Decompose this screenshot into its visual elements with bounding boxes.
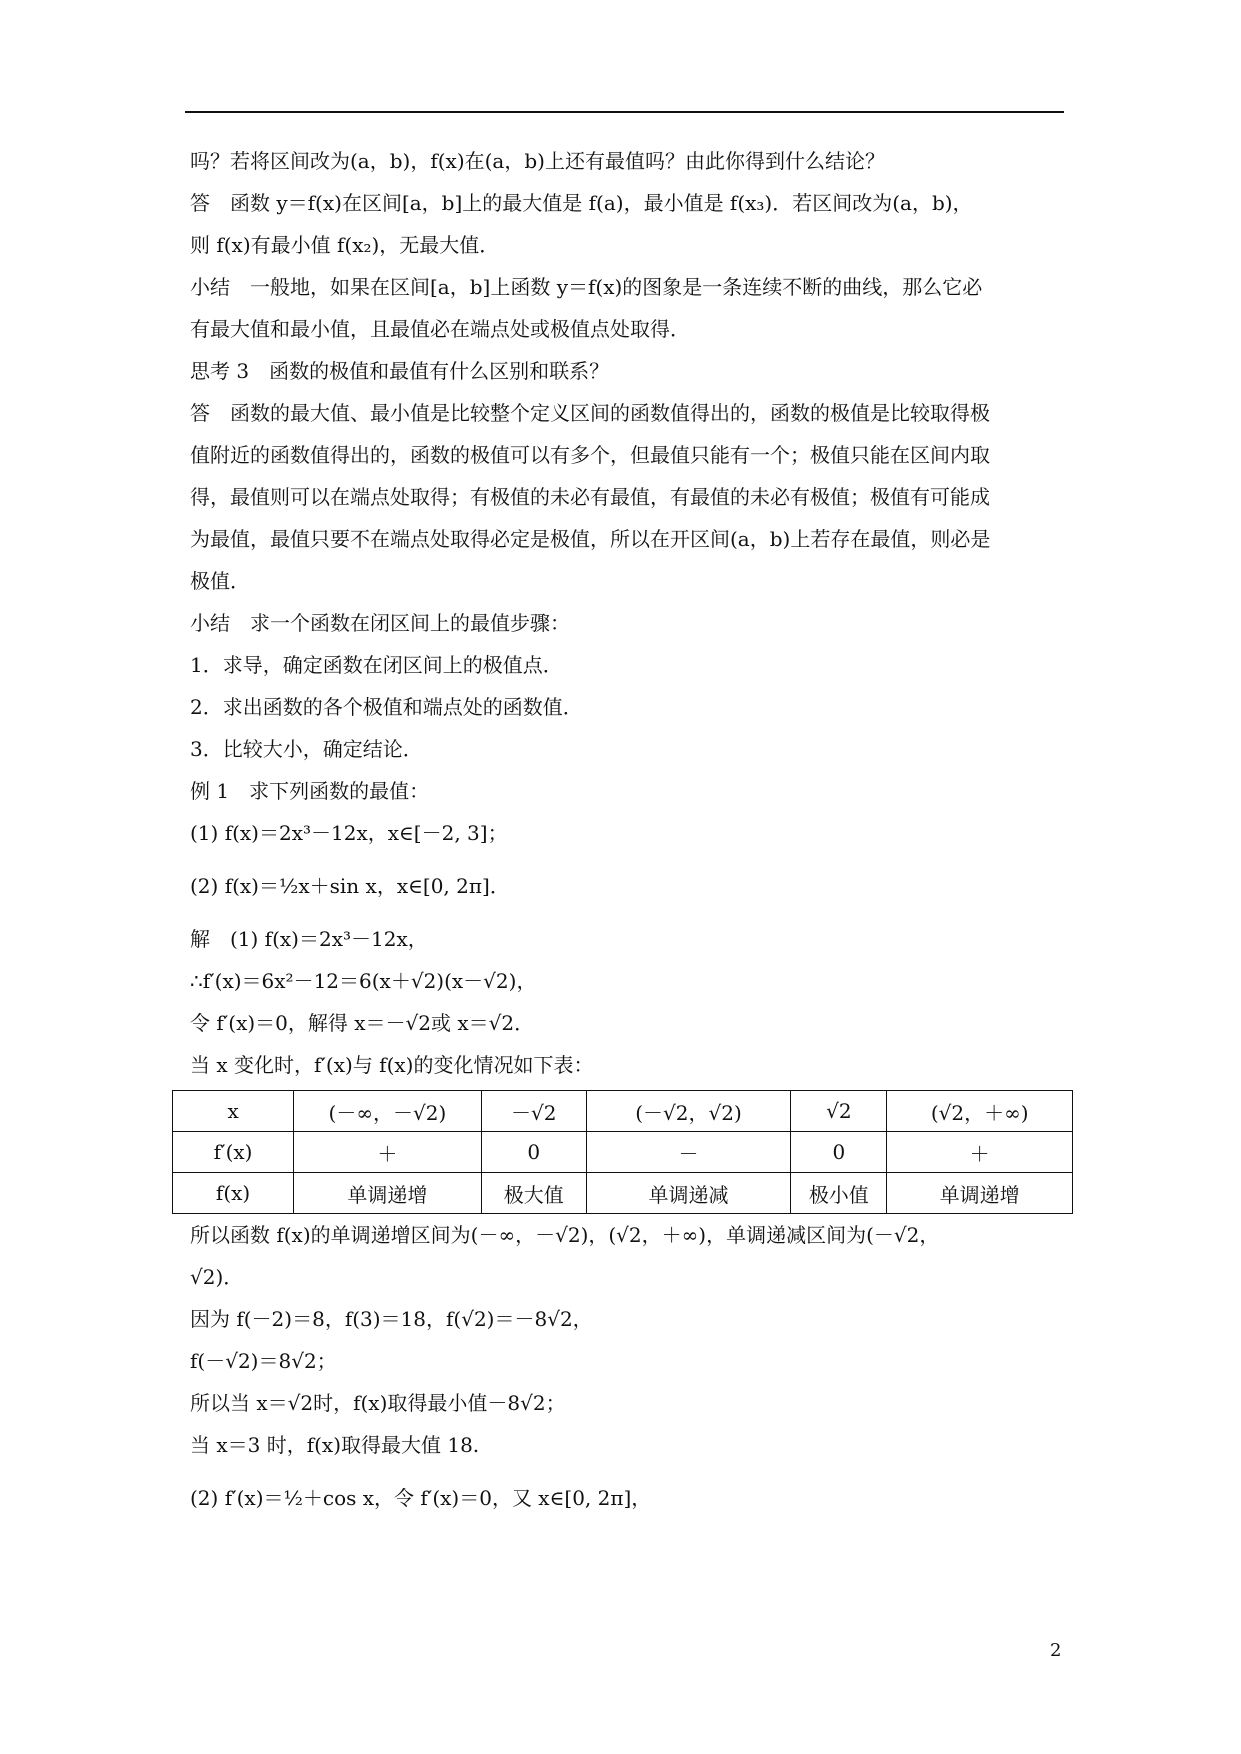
table-cell: －	[586, 1132, 790, 1173]
text-line: 因为 f(－2)＝8，f(3)＝18，f(√2)＝－8√2，	[190, 1307, 593, 1331]
text-line: 思考 3 函数的极值和最值有什么区别和联系？	[190, 359, 610, 383]
text-line: 值附近的函数值得出的，函数的极值可以有多个，但最值只能有一个；极值只能在区间内取	[190, 443, 990, 467]
text-line: 当 x 变化时，f′(x)与 f(x)的变化情况如下表：	[190, 1053, 594, 1077]
table-row	[173, 1173, 1073, 1214]
table-cell: (－∞，－√2)	[294, 1091, 482, 1132]
table-cell: x	[173, 1091, 294, 1132]
text-line: 小结 一般地，如果在区间[a，b]上函数 y＝f(x)的图象是一条连续不断的曲线，那么它必	[190, 275, 983, 299]
table-cell: 极大值	[481, 1173, 586, 1214]
table-cell: －√2	[481, 1091, 586, 1132]
text-line: 答 函数的最大值、最小值是比较整个定义区间的函数值得出的，函数的极值是比较取得极	[190, 401, 990, 425]
page-number: 2	[1050, 1640, 1062, 1661]
text-line: 答 函数 y＝f(x)在区间[a，b]上的最大值是 f(a)，最小值是 f(x₃)．若区间改为(a，b)，	[190, 191, 973, 215]
text-line: 令 f′(x)＝0，解得 x＝－√2或 x＝√2．	[190, 1011, 535, 1035]
solution-2-line: (2) f′(x)＝½＋cos x，令 f′(x)＝0，又 x∈[0, 2π]，	[190, 1486, 652, 1510]
text-line: 为最值，最值只要不在端点处取得必定是极值，所以在开区间(a，b)上若存在最值，则必是	[190, 527, 991, 551]
table-cell: (－√2，√2)	[586, 1091, 790, 1132]
text-line: √2)．	[190, 1265, 244, 1289]
text-line: 当 x＝3 时，f(x)取得最大值 18.	[190, 1433, 480, 1457]
text-line: 则 f(x)有最小值 f(x₂)，无最大值．	[190, 233, 500, 257]
table-cell: (√2，＋∞)	[887, 1091, 1073, 1132]
example-2-line: (2) f(x)＝½x＋sin x，x∈[0, 2π]．	[190, 874, 510, 898]
table-cell: 单调递增	[294, 1173, 482, 1214]
table-cell: 极小值	[791, 1173, 887, 1214]
table-cell: √2	[791, 1091, 887, 1132]
text-line: 吗？若将区间改为(a，b)，f(x)在(a，b)上还有最值吗？由此你得到什么结论？	[190, 149, 885, 173]
table-cell: ＋	[887, 1132, 1073, 1173]
table-cell: 单调递减	[586, 1173, 790, 1214]
text-line: ∴f′(x)＝6x²－12＝6(x＋√2)(x－√2)，	[190, 969, 537, 993]
table-cell: 0	[791, 1132, 887, 1173]
text-line: 解 (1) f(x)＝2x³－12x，	[190, 927, 428, 951]
variation-table	[172, 1090, 1073, 1214]
variation-table-wrapper	[172, 1090, 1060, 1214]
table-cell: 0	[481, 1132, 586, 1173]
text-line: 3．比较大小，确定结论．	[190, 737, 423, 761]
text-line: (1) f(x)＝2x³－12x，x∈[－2, 3]；	[190, 821, 508, 845]
text-line: 得，最值则可以在端点处取得；有极值的未必有最值，有最值的未必有极值；极值有可能成	[190, 485, 990, 509]
text-line: 所以当 x＝√2时，f(x)取得最小值－8√2；	[190, 1391, 566, 1415]
table-cell: f(x)	[173, 1173, 294, 1214]
table-cell: 单调递增	[887, 1173, 1073, 1214]
text-line: 有最大值和最小值，且最值必在端点处或极值点处取得．	[190, 317, 690, 341]
text-line: 1．求导，确定函数在闭区间上的极值点．	[190, 653, 563, 677]
text-line: 小结 求一个函数在闭区间上的最值步骤：	[190, 611, 570, 635]
document-body	[190, 140, 1060, 1530]
text-line: 极值．	[190, 569, 250, 593]
text-line: f(－√2)＝8√2；	[190, 1349, 337, 1373]
table-cell: ＋	[294, 1132, 482, 1173]
text-line: 例 1 求下列函数的最值：	[190, 779, 430, 803]
table-row	[173, 1091, 1073, 1132]
text-line: 所以函数 f(x)的单调递增区间为(－∞，－√2)，(√2，＋∞)，单调递减区间为(－√2，	[190, 1223, 940, 1247]
header-rule	[185, 111, 1064, 113]
table-cell: f′(x)	[173, 1132, 294, 1173]
text-line: 2．求出函数的各个极值和端点处的函数值．	[190, 695, 583, 719]
table-row	[173, 1132, 1073, 1173]
